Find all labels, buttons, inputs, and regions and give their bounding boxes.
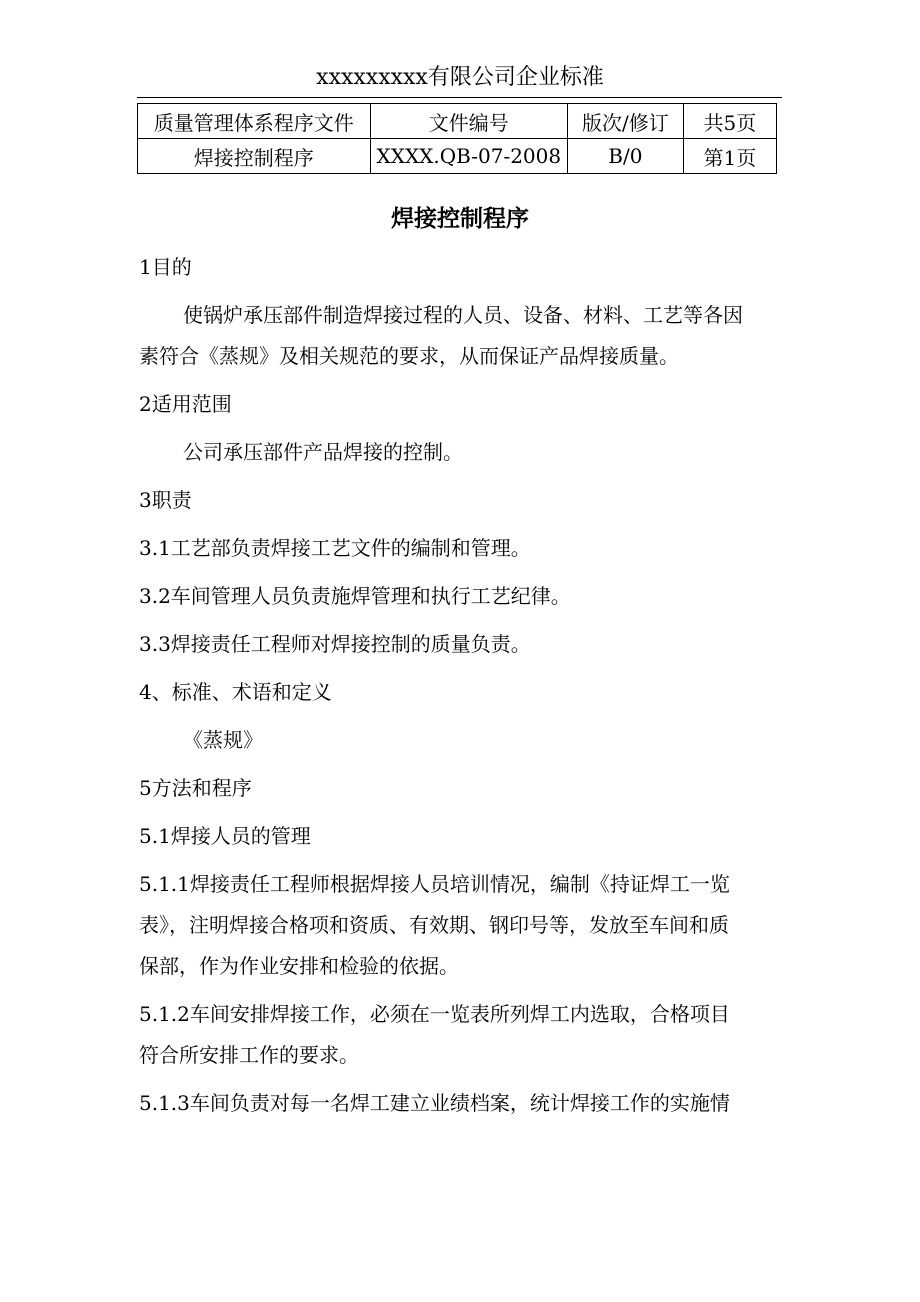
company-title: xxxxxxxxx有限公司企业标准 [316, 65, 604, 90]
doc-number-cell: XXXX.QB-07-2008 [370, 139, 567, 174]
paragraph-line: 素符合《蒸规》及相关规范的要求，从而保证产品焊接质量。 [139, 344, 679, 368]
section-heading: 3职责 [139, 488, 192, 512]
section-heading: 1目的 [139, 255, 192, 279]
paragraph-line: 5.1.3车间负责对每一名焊工建立业绩档案，统计焊接工作的实施情 [139, 1091, 730, 1115]
table-row [138, 104, 777, 139]
table-row [138, 139, 777, 174]
document-body [139, 250, 784, 1134]
page-number-cell: 第1页 [683, 139, 776, 174]
paragraph-line: 保部，作为作业安排和检验的依据。 [139, 954, 459, 978]
list-item: 3.2车间管理人员负责施焊管理和执行工艺纪律。 [139, 584, 571, 608]
paragraph-line: 表》，注明焊接合格项和资质、有效期、钢印号等，发放至车间和质 [139, 913, 729, 937]
procedure-name-cell: 焊接控制程序 [138, 139, 371, 174]
list-item: 3.1工艺部负责焊接工艺文件的编制和管理。 [139, 536, 531, 560]
document-info-table [137, 103, 777, 174]
section-heading: 4、标准、术语和定义 [139, 680, 332, 704]
total-pages-cell: 共5页 [683, 104, 776, 139]
paragraph-line: 5.1.2车间安排焊接工作，必须在一览表所列焊工内选取，合格项目 [139, 1002, 730, 1026]
paragraph-line: 《蒸规》 [183, 728, 263, 752]
subsection-heading: 5.1焊接人员的管理 [139, 824, 311, 848]
revision-cell: B/0 [568, 139, 684, 174]
list-item: 3.3焊接责任工程师对焊接控制的质量负责。 [139, 632, 531, 656]
doc-number-label-cell: 文件编号 [370, 104, 567, 139]
section-heading: 2适用范围 [139, 392, 232, 416]
system-doc-cell: 质量管理体系程序文件 [138, 104, 371, 139]
paragraph-line: 公司承压部件产品焊接的控制。 [183, 440, 463, 464]
section-heading: 5方法和程序 [139, 776, 252, 800]
page-title: 焊接控制程序 [391, 205, 529, 232]
paragraph-line: 使锅炉承压部件制造焊接过程的人员、设备、材料、工艺等各因 [183, 303, 743, 327]
paragraph-line: 符合所安排工作的要求。 [139, 1043, 359, 1067]
header-rule [137, 97, 782, 98]
revision-label-cell: 版次/修订 [568, 104, 684, 139]
paragraph-line: 5.1.1焊接责任工程师根据焊接人员培训情况，编制《持证焊工一览 [139, 872, 730, 896]
